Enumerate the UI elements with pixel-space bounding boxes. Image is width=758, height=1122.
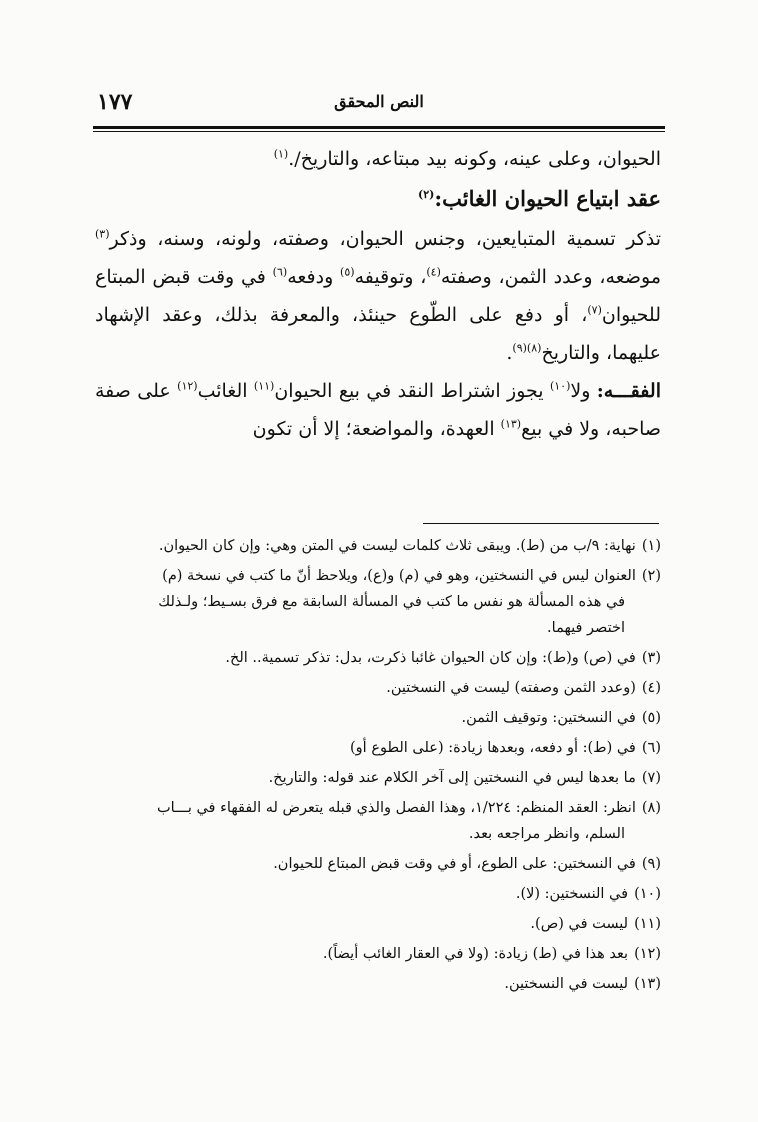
note-ref: (١٠) [549,379,571,393]
paragraph-3 [95,372,661,448]
footnote-number: (٢) [641,568,661,584]
footnote-number: (٦) [641,740,661,756]
note-ref: (١٢) [177,379,198,393]
footnote-text: في (ص) و(ط): وإن كان الحيوان غائبا ذكرت، بدل: تذكر تسمية.. الخ. [225,650,636,666]
footnote-continuation: السلم، وانظر مراجعه بعد. [468,826,625,842]
footnote-number: (٤) [641,680,661,696]
fiqh-label: الفقـــه: [596,380,661,402]
footnote-continuation: في هذه المسألة هو نفس ما كتب في المسألة السابقة مع فرق بسـيط؛ ولـذلك [158,594,625,610]
footnote-continuation: اختصر فيهما. [547,620,625,636]
header-rule-thick [93,126,665,129]
footnote-text: نهاية: ٩/ب من (ط). ويبقى ثلاث كلمات ليست في المتن وهي: وإن كان الحيوان. [158,538,636,554]
note-ref: (٥) [340,265,355,279]
footnote [95,911,661,937]
text-run: في وقت قبض المبتاع للحيوان [95,266,661,326]
text-run: العهدة، والمواضعة؛ إلا أن تكون [252,418,501,440]
footnote-number: (٩) [641,856,661,872]
text-run: . [506,342,513,364]
footnote-text: (وعدد الثمن وصفته) ليست في النسختين. [386,680,636,696]
note-ref: (٣) [95,227,110,241]
footnote [95,735,661,761]
paragraph-1-text: الحيوان، وعلى عينه، وكونه بيد مبتاعه، والتاريخ/. [288,148,661,170]
footnote-number: (٣) [641,650,661,666]
footnote [95,765,661,791]
footnote-text: في النسختين: (لا). [515,886,629,902]
note-ref: (١٣) [500,417,522,431]
footnote [95,971,661,997]
footnote-text: العنوان ليس في النسختين، وهو في (م) و(ع)، ويلاحظ أنّ ما كتب في نسخة (م) [162,568,636,584]
footnote-text: ما بعدها ليس في النسختين إلى آخر الكلام عند قوله: والتاريخ. [268,770,636,786]
text-run: على صفة صاحبه، ولا في بيع [95,380,661,440]
footnote-number: (٨) [641,800,661,816]
text-run: ، وتوقيفه [354,266,427,288]
page-header [93,80,665,124]
footnote [95,881,661,907]
section-heading [95,178,661,220]
footnote [95,705,661,731]
text-run: يجوز اشتراط النقد في بيع الحيوان [274,380,550,402]
footnote-number: (١٠) [634,886,661,902]
note-ref: (٤) [426,265,441,279]
note-ref: (٧) [587,303,602,317]
text-run: الغائب [197,380,254,402]
text-run: تذكر تسمية المتبايعين، وجنس الحيوان، وصفته، ولونه، وسنه، وذكر [109,228,661,250]
paragraph-2 [95,220,661,372]
footnote-text: في النسختين: وتوقيف الثمن. [461,710,636,726]
footnotes [95,533,661,1001]
footnote [95,563,661,641]
footnote-separator [423,523,659,524]
note-ref: (٢) [418,188,435,201]
text-run: موضعه، وعدد الثمن، وصفته [440,266,661,288]
footnote-text: في (ط): أو دفعه، وبعدها زيادة: (على الطوع أو) [350,740,636,756]
footnote [95,941,661,967]
header-rule-thin [93,131,665,132]
footnote-number: (٥) [641,710,661,726]
note-ref: (١١) [253,379,275,393]
heading-text: عقد ابتياع الحيوان الغائب: [434,186,661,211]
footnote-text: انظر: العقد المنظم: ١/٢٢٤، وهذا الفصل والذي قبله يتعرض له الفقهاء في بـــاب [157,800,636,816]
note-ref: (٨)(٩) [512,341,542,355]
footnote-number: (١٣) [634,976,661,992]
footnote [95,645,661,671]
footnote [95,533,661,559]
footnote [95,851,661,877]
text-run: ولا [570,380,597,402]
footnote-number: (٧) [641,770,661,786]
footnote-number: (١١) [634,916,661,932]
running-title: النص المحقق [334,92,424,111]
note-ref: (١) [273,147,289,161]
footnote-text: ليست في النسختين. [504,976,629,992]
main-text [95,140,661,448]
text-run: ، أو دفع على الطّوع حينئذ، والمعرفة بذلك، وعقد الإشهاد عليهما، والتاريخ [95,304,661,364]
footnote-number: (١٢) [634,946,661,962]
footnote-text: ليست في (ص). [530,916,629,932]
footnote-text: بعد هذا في (ط) زيادة: (ولا في العقار الغائب أيضاً). [322,946,629,962]
paragraph-1 [95,140,661,178]
page-number: ١٧٧ [97,89,133,115]
footnote-text: في النسختين: على الطوع، أو في وقت قبض المبتاع للحيوان. [273,856,636,872]
footnote-number: (١) [641,538,661,554]
text-run: ودفعه [287,266,341,288]
note-ref: (٦) [272,265,288,279]
footnote [95,795,661,847]
footnote [95,675,661,701]
